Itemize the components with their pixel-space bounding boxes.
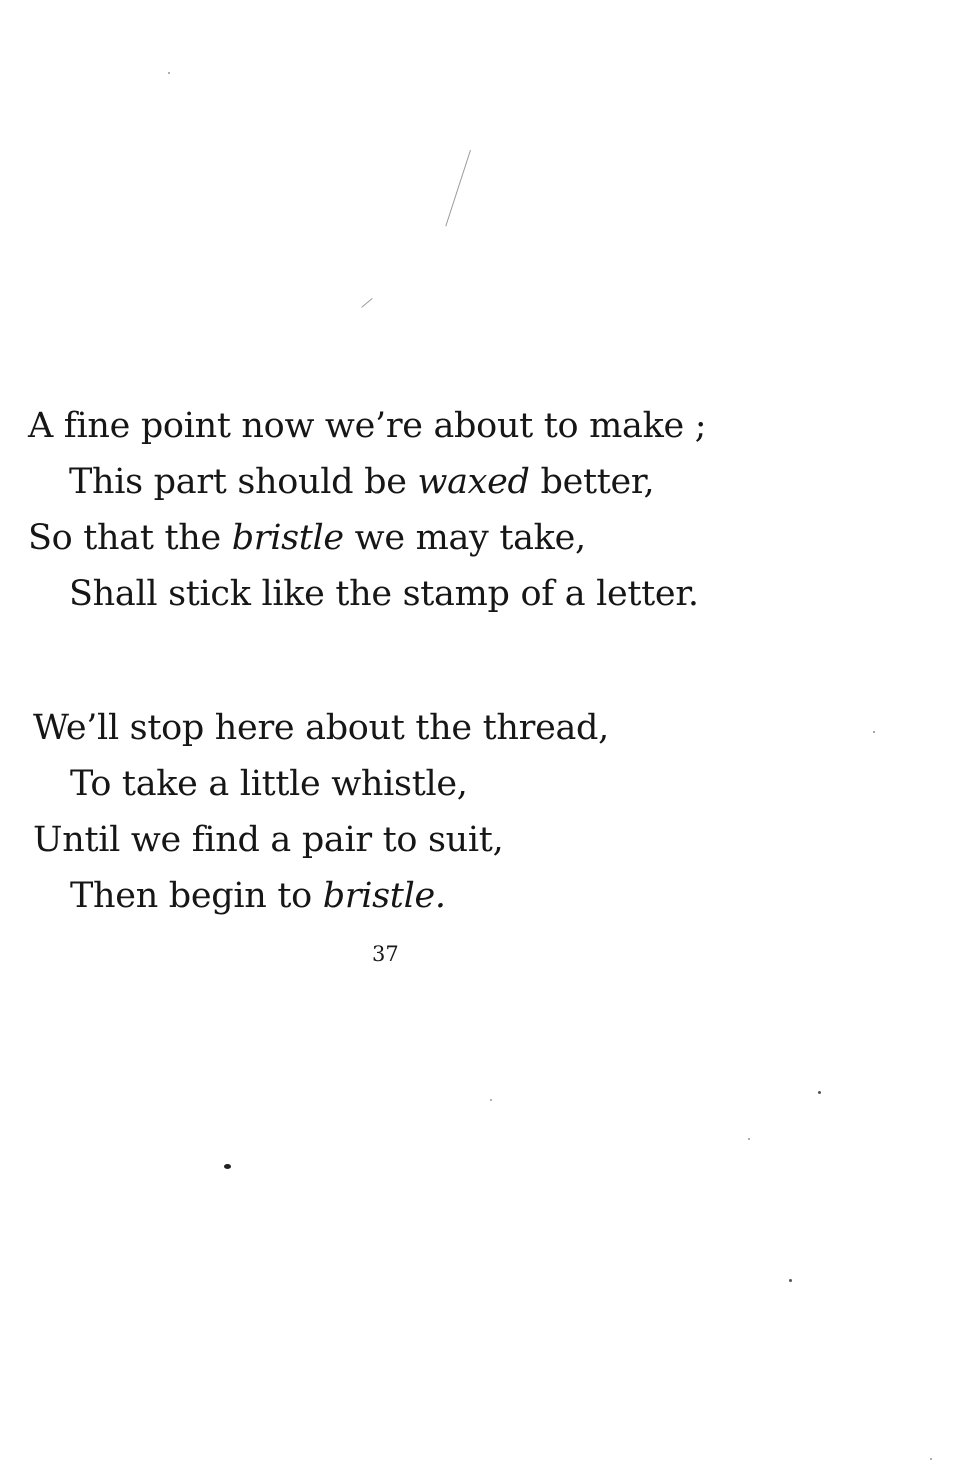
italic-word: bristle.	[322, 876, 446, 916]
line-text: we may take,	[343, 518, 586, 558]
paper-speck	[168, 72, 170, 74]
paper-scratch	[445, 150, 471, 226]
paper-speck	[930, 1458, 932, 1460]
italic-word: waxed	[417, 462, 530, 502]
paper-speck	[748, 1138, 750, 1140]
paper-speck	[490, 1099, 492, 1101]
line-text: Until we find a pair to suit,	[33, 820, 504, 860]
paper-speck	[818, 1091, 821, 1094]
line-text: Then begin to	[70, 876, 323, 916]
line-text: Shall stick like the stamp of a letter.	[69, 574, 699, 614]
line-text: This part should be	[69, 462, 418, 502]
poem-line	[0, 398, 900, 454]
poem-line	[0, 454, 900, 510]
poem-line	[0, 510, 900, 566]
poem-line	[0, 868, 900, 924]
italic-word: bristle	[231, 518, 344, 558]
line-text: A fine point now we’re about to make ;	[28, 406, 707, 446]
paper-speck	[224, 1164, 231, 1169]
poem-line	[0, 812, 900, 868]
stanza-1	[0, 398, 900, 622]
poem-line	[0, 700, 900, 756]
paper-speck	[789, 1279, 792, 1282]
poem-line	[0, 566, 900, 622]
line-text: We’ll stop here about the thread,	[33, 708, 609, 748]
line-text: To take a little whistle,	[70, 764, 468, 804]
line-text: So that the	[28, 518, 232, 558]
page-number: 37	[372, 942, 399, 966]
poem-line	[0, 756, 900, 812]
paper-scratch	[361, 298, 372, 308]
line-text: better,	[529, 462, 655, 502]
stanza-2	[0, 700, 900, 924]
